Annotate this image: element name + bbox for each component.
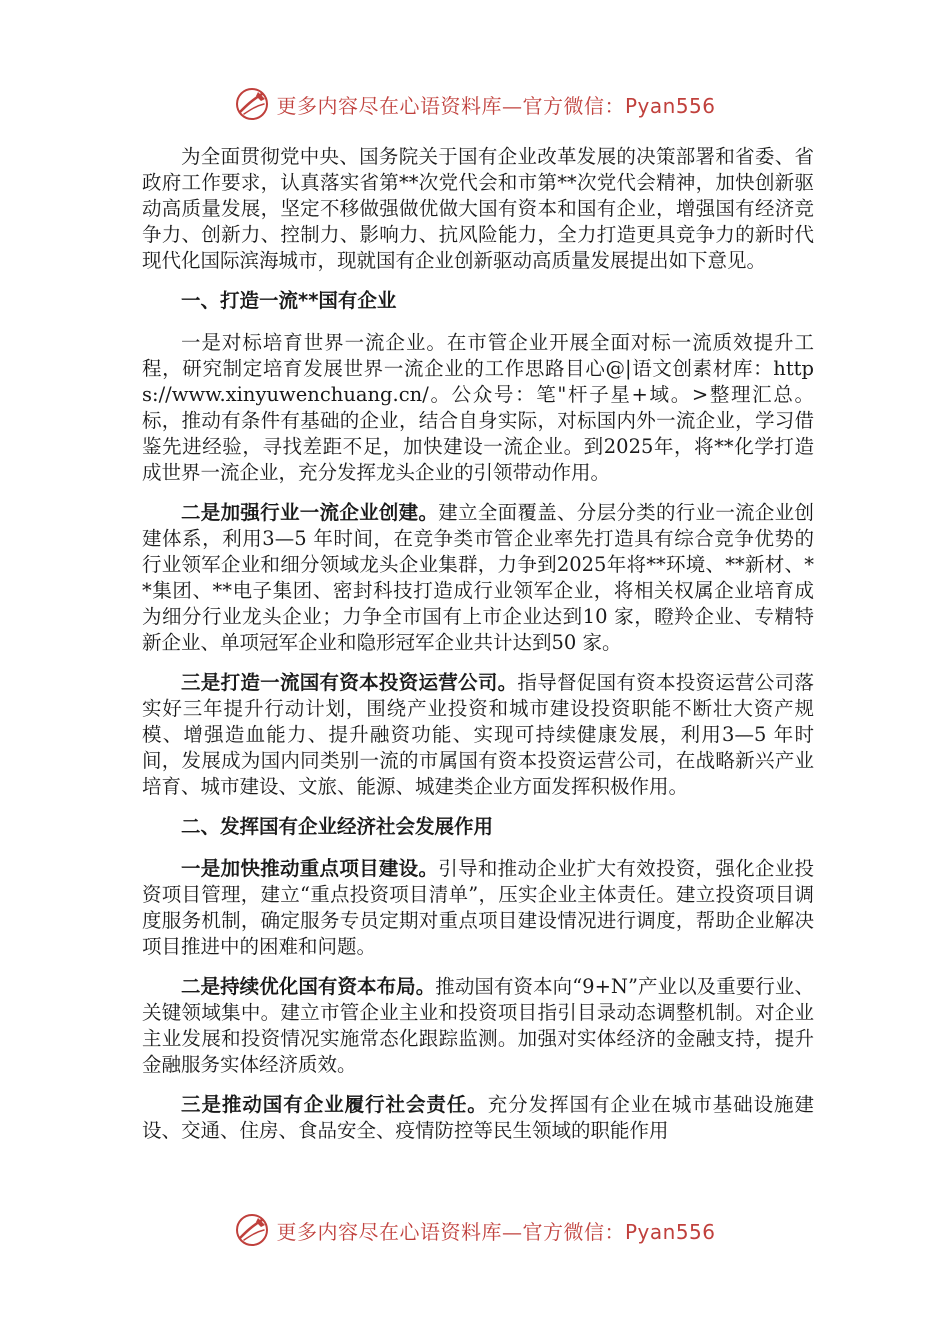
paragraph xyxy=(142,330,814,486)
paragraph-text: 建立全面覆盖、分层分类的行业一流企业创建体系，利用3—5 年时间，在竞争类市管企业率先打造具有综合竞争优势的行业领军企业和细分领域龙头企业集群，力争到2025年将**环境、**新材、**集团、**电子集团、密封科技打造成行业领军企业，将相关权属企业培育成为细分行业龙头企业；力争全市国有上市企业达到10 家，瞪羚企业、专精特新企业、单项冠军企业和隐形冠军企业共计达到50 家。 xyxy=(142,501,814,654)
paragraph xyxy=(142,500,814,656)
paragraph-text: 推动国有资本向“9+N”产业以及重要行业、关键领域集中。建立市管企业主业和投资项目指引目录动态调整机制。对企业主业发展和投资情况实施常态化跟踪监测。加强对实体经济的金融支持，提升金融服务实体经济质效。 xyxy=(142,975,814,1076)
paragraph-lead: 二是加强行业一流企业创建。 xyxy=(181,501,439,524)
banner-text xyxy=(276,1216,715,1245)
paragraph xyxy=(142,974,814,1078)
paragraph-text: 引导和推动企业扩大有效投资，强化企业投资项目管理，建立“重点投资项目清单”，压实企业主体责任。建立投资项目调度服务机制，确定服务专员定期对重点项目建设情况进行调度，帮助企业解决项目推进中的困难和问题。 xyxy=(142,857,814,958)
paragraph-lead: 一是加快推动重点项目建设。 xyxy=(181,857,439,880)
paragraph-text: 指导督促国有资本投资运营公司落实好三年提升行动计划，围绕产业投资和城市建设投资职能不断壮大资产规模、增强造血能力、提升融资功能、实现可持续健康发展，利用3—5 年时间，发展成为国内同类别一流的市属国有资本投资运营公司，在战略新兴产业培育、城市建设、文旅、能源、城建类企业方面发挥积极作用。 xyxy=(142,671,814,798)
pen-swirl-logo-icon xyxy=(234,86,270,122)
intro-paragraph: 为全面贯彻党中央、国务院关于国有企业改革发展的决策部署和省委、省政府工作要求，认真落实省第**次党代会和市第**次党代会精神，加快创新驱动高质量发展，坚定不移做强做优做大国有资本和国有企业，增强国有经济竞争力、创新力、控制力、影响力、抗风险能力，全力打造更具竞争力的新时代现代化国际滨海城市，现就国有企业创新驱动高质量发展提出如下意见。 xyxy=(142,145,814,272)
paragraph xyxy=(142,856,814,960)
paragraph-lead: 三是打造一流国有资本投资运营公司。 xyxy=(181,671,518,694)
document-body xyxy=(142,144,814,1158)
paragraph xyxy=(142,1092,814,1144)
pen-swirl-logo-icon xyxy=(234,1212,270,1248)
header-banner xyxy=(0,84,950,124)
paragraph-lead: 三是推动国有企业履行社会责任。 xyxy=(181,1093,488,1116)
paragraph xyxy=(142,670,814,800)
paragraph-text: 充分发挥国有企业在城市基础设施建设、交通、住房、食品安全、疫情防控等民生领域的职能作用 xyxy=(142,1093,814,1142)
section-heading-1: 一、打造一流**国有企业 xyxy=(181,289,397,312)
banner-text xyxy=(276,90,715,119)
paragraph-lead: 二是持续优化国有资本布局。 xyxy=(181,975,436,998)
footer-banner xyxy=(0,1210,950,1250)
banner-label: 更多内容尽在心语资料库—官方微信： xyxy=(276,93,625,118)
wechat-id: Pyan556 xyxy=(624,93,716,118)
wechat-id: Pyan556 xyxy=(624,1219,716,1244)
section-heading-2: 二、发挥国有企业经济社会发展作用 xyxy=(181,815,494,838)
paragraph-text: 一是对标培育世界一流企业。在市管企业开展全面对标一流质效提升工程，研究制定培育发展世界一流企业的工作思路目心@|语文创素材库：https://www.xinyuwenchuang.cn/。公众号：笔"杆子星+域。>整理汇总。标，推动有条件有基础的企业，结合自身实际，对标国内外一流企业，学习借鉴先进经验，寻找差距不足，加快建设一流企业。到2025年，将**化学打造成世界一流企业，充分发挥龙头企业的引领带动作用。 xyxy=(142,331,814,484)
banner-label: 更多内容尽在心语资料库—官方微信： xyxy=(276,1219,625,1244)
